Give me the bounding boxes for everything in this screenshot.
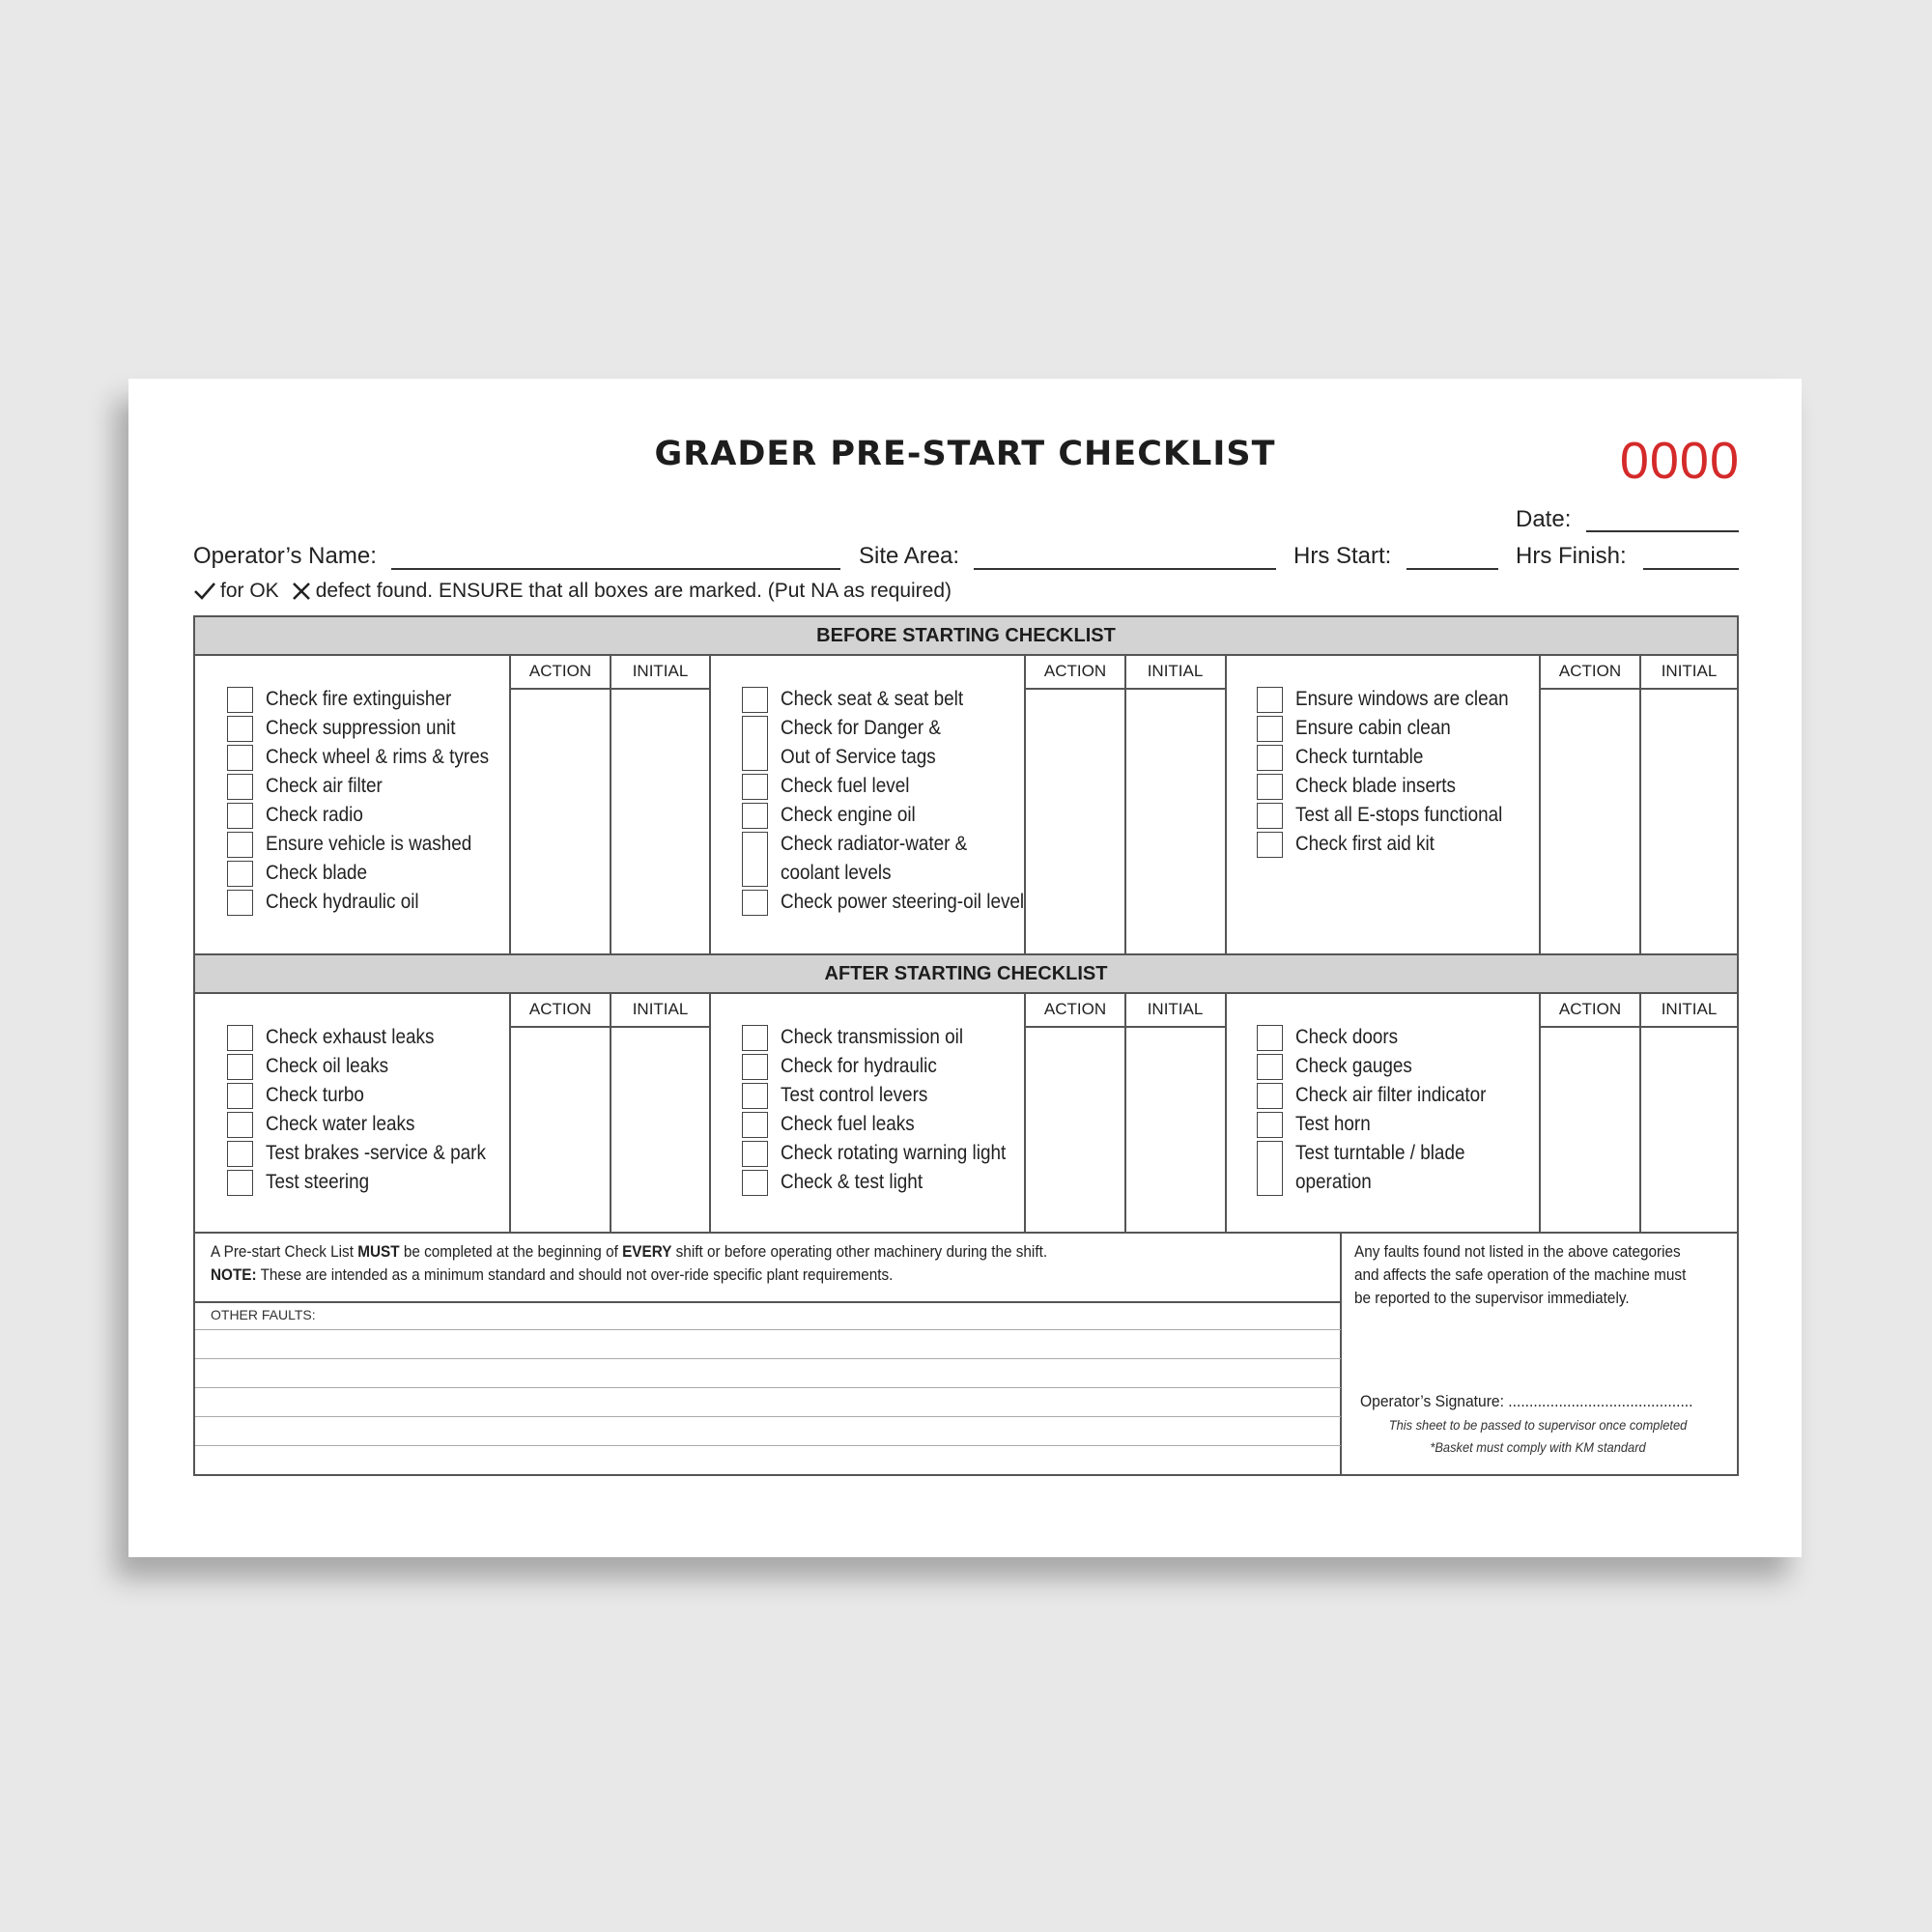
list-item: Check air filter xyxy=(266,775,383,797)
date-label: Date: xyxy=(1516,506,1572,532)
checkbox[interactable] xyxy=(227,1083,253,1109)
list-item: Check doors xyxy=(1295,1026,1399,1048)
list-item: Check blade inserts xyxy=(1295,775,1456,797)
list-item: Check turntable xyxy=(1295,746,1424,768)
checkbox[interactable] xyxy=(1257,745,1283,771)
checkbox[interactable] xyxy=(742,1025,768,1051)
checkbox[interactable] xyxy=(1257,1025,1283,1051)
checkbox[interactable] xyxy=(1257,803,1283,829)
checkbox[interactable] xyxy=(1257,1054,1283,1080)
list-item: Check seat & seat belt xyxy=(781,688,964,710)
list-item: Check radio xyxy=(266,804,363,826)
checkbox[interactable] xyxy=(742,832,768,887)
list-item: Check exhaust leaks xyxy=(266,1026,435,1048)
list-item: coolant levels xyxy=(781,862,892,884)
checkbox[interactable] xyxy=(1257,1112,1283,1138)
after-starting-header: AFTER STARTING CHECKLIST xyxy=(195,955,1737,994)
page-title: GRADER PRE-START CHECKLIST xyxy=(654,435,1276,473)
checkbox[interactable] xyxy=(227,803,253,829)
list-item: Check fuel level xyxy=(781,775,910,797)
list-item: Check suppression unit xyxy=(266,717,456,739)
after-col3-initial-header: INITIAL xyxy=(1661,1000,1718,1018)
before-starting-header: BEFORE STARTING CHECKLIST xyxy=(195,617,1737,656)
checkbox[interactable] xyxy=(1257,687,1283,713)
after-col2-action-header: ACTION xyxy=(1043,1000,1107,1018)
legend-ok-text: for OK xyxy=(220,580,279,602)
before-col1-action-header: ACTION xyxy=(528,662,592,680)
checkbox[interactable] xyxy=(1257,1141,1283,1196)
checkbox[interactable] xyxy=(227,1112,253,1138)
checkbox[interactable] xyxy=(227,1054,253,1080)
checkbox[interactable] xyxy=(1257,832,1283,858)
list-item: Ensure windows are clean xyxy=(1295,688,1509,710)
basket-standard-note: *Basket must comply with KM standard xyxy=(1430,1439,1646,1455)
checklist-grid xyxy=(193,615,1739,1476)
list-item: Check engine oil xyxy=(781,804,916,826)
cross-icon xyxy=(291,582,312,601)
checkbox[interactable] xyxy=(227,1141,253,1167)
list-item: Check & test light xyxy=(781,1171,923,1193)
after-col1-action-header: ACTION xyxy=(528,1000,592,1018)
serial-number: 0000 xyxy=(1619,432,1740,490)
other-faults-label: OTHER FAULTS: xyxy=(211,1307,316,1322)
operator-name-field[interactable] xyxy=(391,568,840,570)
checkbox[interactable] xyxy=(1257,774,1283,800)
checkbox[interactable] xyxy=(1257,1083,1283,1109)
operator-name-label: Operator’s Name: xyxy=(193,543,377,569)
checkbox[interactable] xyxy=(1257,716,1283,742)
list-item: Ensure vehicle is washed xyxy=(266,833,472,855)
checkbox[interactable] xyxy=(742,1112,768,1138)
hrs-finish-label: Hrs Finish: xyxy=(1516,543,1627,569)
list-item: Check blade xyxy=(266,862,368,884)
list-item: Check for Danger & xyxy=(781,717,941,739)
list-item: Check gauges xyxy=(1295,1055,1412,1077)
list-item: Check radiator-water & xyxy=(781,833,968,855)
list-item: Out of Service tags xyxy=(781,746,936,768)
before-col3-initial-header: INITIAL xyxy=(1661,662,1718,680)
date-field[interactable] xyxy=(1586,530,1739,532)
pass-to-supervisor-note: This sheet to be passed to supervisor once completed xyxy=(1388,1417,1688,1433)
checkbox[interactable] xyxy=(742,1141,768,1167)
checkbox[interactable] xyxy=(227,861,253,887)
checkbox[interactable] xyxy=(742,687,768,713)
check-icon xyxy=(193,582,216,601)
list-item: Test horn xyxy=(1295,1113,1371,1135)
checkbox[interactable] xyxy=(227,1025,253,1051)
hrs-start-label: Hrs Start: xyxy=(1293,543,1392,569)
checkbox[interactable] xyxy=(742,716,768,771)
list-item: Test control levers xyxy=(781,1084,928,1106)
checkbox[interactable] xyxy=(742,803,768,829)
before-col2-initial-header: INITIAL xyxy=(1147,662,1204,680)
list-item: Check transmission oil xyxy=(781,1026,964,1048)
faults-notice-3: be reported to the supervisor immediately. xyxy=(1354,1289,1630,1307)
before-col1-initial-header: INITIAL xyxy=(632,662,689,680)
checkbox[interactable] xyxy=(742,1083,768,1109)
list-item: Test turntable / blade xyxy=(1295,1142,1465,1164)
checkbox[interactable] xyxy=(742,890,768,916)
list-item: Check turbo xyxy=(266,1084,364,1106)
site-area-field[interactable] xyxy=(974,568,1276,570)
legend xyxy=(193,580,952,603)
checkbox[interactable] xyxy=(227,745,253,771)
list-item: Check water leaks xyxy=(266,1113,415,1135)
hrs-finish-field[interactable] xyxy=(1643,568,1739,570)
legend-defect-text: defect found. ENSURE that all boxes are marked. (Put NA as required) xyxy=(315,580,952,602)
checkbox[interactable] xyxy=(227,774,253,800)
faults-notice-2: and affects the safe operation of the machine must xyxy=(1354,1265,1687,1284)
list-item: Test all E-stops functional xyxy=(1295,804,1503,826)
list-item: Check oil leaks xyxy=(266,1055,389,1077)
site-area-label: Site Area: xyxy=(859,543,960,569)
list-item: Check fuel leaks xyxy=(781,1113,915,1135)
list-item: Check for hydraulic xyxy=(781,1055,937,1077)
checkbox[interactable] xyxy=(227,1170,253,1196)
checkbox[interactable] xyxy=(227,687,253,713)
after-col3-action-header: ACTION xyxy=(1558,1000,1622,1018)
list-item: Test steering xyxy=(266,1171,370,1193)
after-col1-initial-header: INITIAL xyxy=(632,1000,689,1018)
hrs-start-field[interactable] xyxy=(1406,568,1498,570)
after-col2-initial-header: INITIAL xyxy=(1147,1000,1204,1018)
checkbox[interactable] xyxy=(227,890,253,916)
checkbox[interactable] xyxy=(227,832,253,858)
list-item: Check fire extinguisher xyxy=(266,688,452,710)
checkbox[interactable] xyxy=(742,1054,768,1080)
list-item: Ensure cabin clean xyxy=(1295,717,1451,739)
checkbox[interactable] xyxy=(742,774,768,800)
checkbox[interactable] xyxy=(742,1170,768,1196)
footer-note: NOTE: These are intended as a minimum standard and should not over-ride specific plant requirements. xyxy=(211,1265,894,1284)
checkbox[interactable] xyxy=(227,716,253,742)
footer-instruction: A Pre-start Check List MUST be completed at the beginning of EVERY shift or before operating other machinery during the shift. xyxy=(211,1242,1048,1261)
checklist-sheet xyxy=(128,379,1802,1557)
list-item: operation xyxy=(1295,1171,1372,1193)
list-item: Check rotating warning light xyxy=(781,1142,1007,1164)
before-col3-action-header: ACTION xyxy=(1558,662,1622,680)
list-item: Test brakes -service & park xyxy=(266,1142,486,1164)
before-col2-action-header: ACTION xyxy=(1043,662,1107,680)
list-item: Check wheel & rims & tyres xyxy=(266,746,490,768)
list-item: Check hydraulic oil xyxy=(266,891,419,913)
list-item: Check air filter indicator xyxy=(1295,1084,1487,1106)
list-item: Check first aid kit xyxy=(1295,833,1435,855)
operator-signature-field[interactable]: Operator’s Signature: ............................................ xyxy=(1360,1392,1693,1410)
faults-notice-1: Any faults found not listed in the above categories xyxy=(1354,1242,1681,1261)
other-faults-field[interactable] xyxy=(195,1329,1340,1474)
list-item: Check power steering-oil level xyxy=(781,891,1025,913)
